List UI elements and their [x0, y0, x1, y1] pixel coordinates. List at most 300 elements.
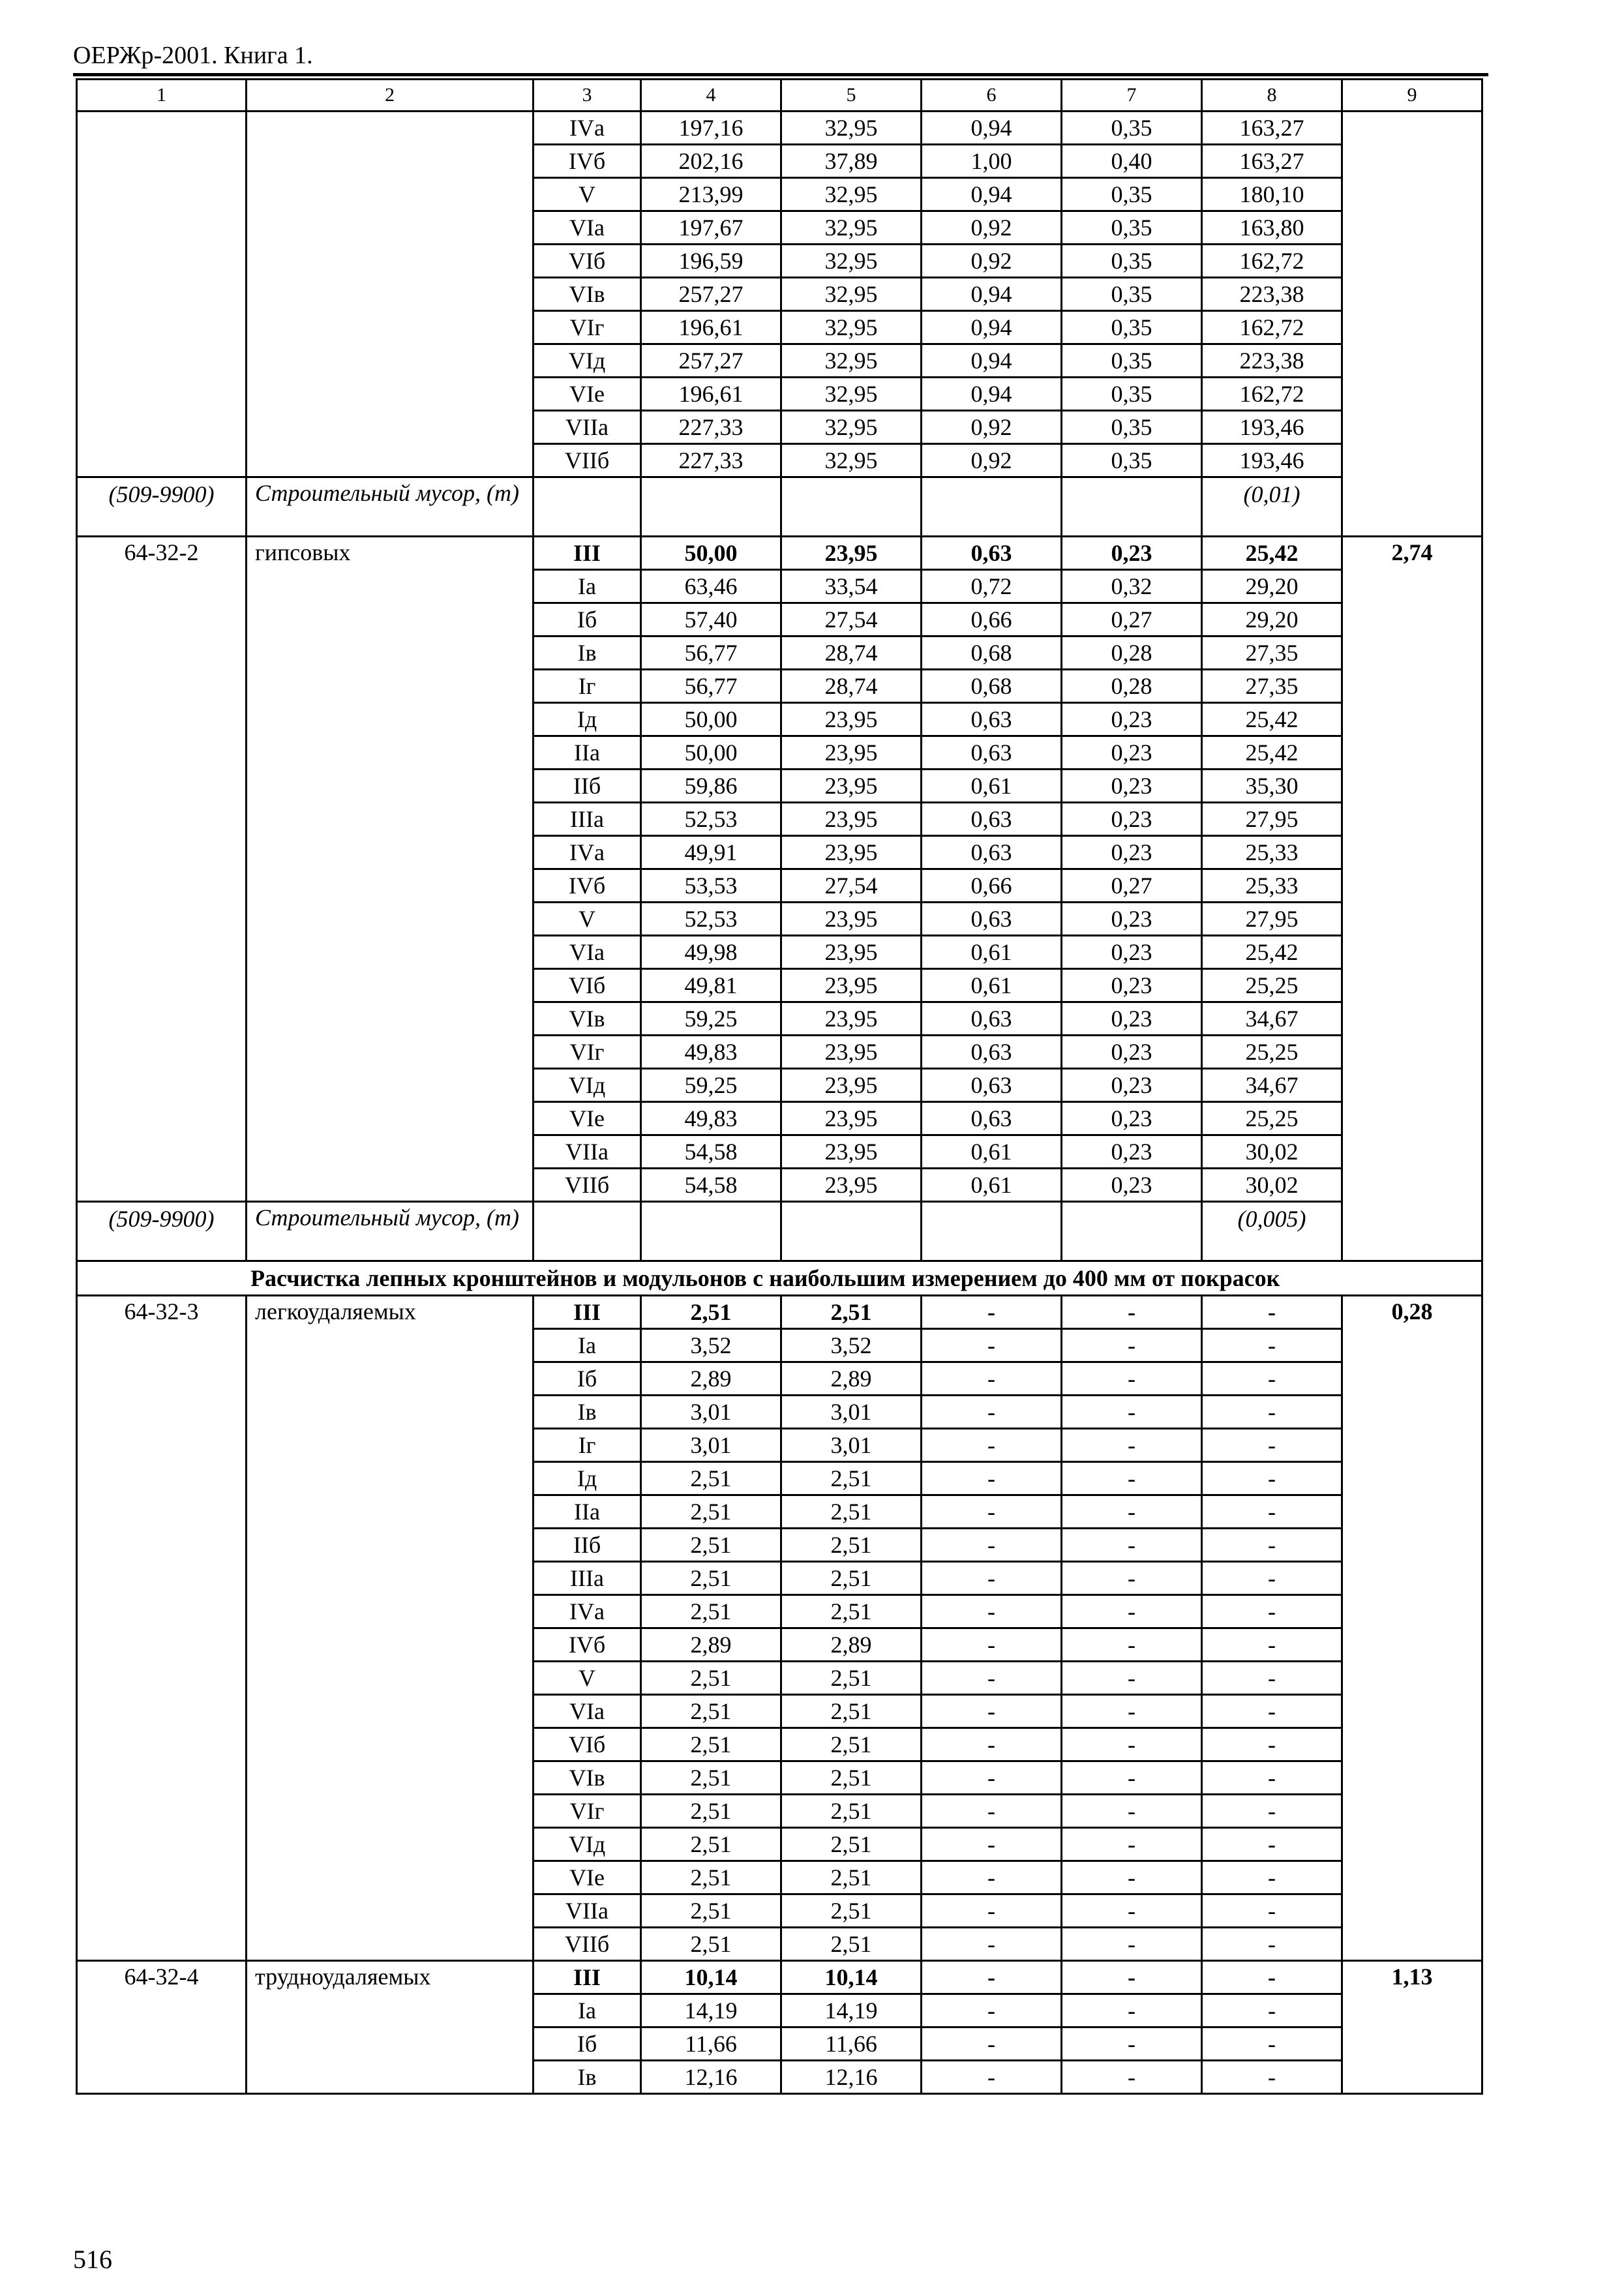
table-cell: - [1062, 1894, 1202, 1928]
table-cell: 59,86 [641, 770, 781, 803]
table-cell: V [534, 1662, 641, 1695]
table-cell: 2,51 [781, 1894, 922, 1928]
table-cell: IIб [534, 770, 641, 803]
table-cell: 32,95 [781, 245, 922, 278]
table-cell: VIг [534, 1036, 641, 1069]
column-number: 2 [247, 80, 534, 112]
table-cell: 0,27 [1062, 603, 1202, 636]
table-cell: - [922, 1462, 1062, 1495]
table-cell: - [1062, 1362, 1202, 1396]
table-cell: - [1202, 1462, 1342, 1495]
table-cell: - [922, 1662, 1062, 1695]
table-cell: VIа [534, 1695, 641, 1728]
table-cell: - [1202, 1928, 1342, 1961]
table-cell: 2,51 [641, 1562, 781, 1595]
table-cell: 25,33 [1202, 836, 1342, 869]
table-cell: 25,25 [1202, 969, 1342, 1002]
empty-cell [922, 1202, 1062, 1261]
table-cell: 162,72 [1202, 311, 1342, 344]
table-cell: 32,95 [781, 378, 922, 411]
table-cell: 25,33 [1202, 869, 1342, 903]
table-cell: 0,23 [1062, 736, 1202, 770]
item-name: трудноудаляемых [247, 1961, 534, 2094]
table-cell: - [1202, 1495, 1342, 1529]
table-cell: 52,53 [641, 803, 781, 836]
table-cell: Iв [534, 1396, 641, 1429]
table-cell: 10,14 [781, 1961, 922, 1994]
table-cell: 63,46 [641, 570, 781, 603]
table-cell: 23,95 [781, 969, 922, 1002]
table-cell: VIб [534, 1728, 641, 1761]
item-code [77, 112, 247, 477]
table-cell: 0,35 [1062, 344, 1202, 378]
table-cell: 57,40 [641, 603, 781, 636]
table-cell: 196,59 [641, 245, 781, 278]
debris-name: Строительный мусор, (т) [247, 477, 534, 537]
table-cell: - [1062, 1961, 1202, 1994]
debris-value: (0,01) [1202, 477, 1342, 537]
table-cell: 25,25 [1202, 1102, 1342, 1135]
table-cell: 193,46 [1202, 444, 1342, 477]
table-cell: 0,35 [1062, 112, 1202, 145]
table-cell: 23,95 [781, 936, 922, 969]
table-cell: 197,67 [641, 211, 781, 245]
table-cell: 2,51 [641, 1828, 781, 1861]
table-cell: 0,63 [922, 703, 1062, 736]
table-cell: - [1202, 2027, 1342, 2061]
item-code: 64-32-2 [77, 537, 247, 1202]
table-cell: 2,51 [781, 1529, 922, 1562]
table-cell: Iа [534, 570, 641, 603]
table-cell: 25,42 [1202, 736, 1342, 770]
table-cell: 213,99 [641, 178, 781, 211]
table-cell: - [922, 1396, 1062, 1429]
table-cell: 257,27 [641, 344, 781, 378]
table-cell: 0,23 [1062, 936, 1202, 969]
empty-cell [922, 477, 1062, 537]
table-cell: VIв [534, 278, 641, 311]
table-cell: 28,74 [781, 670, 922, 703]
table-cell: 27,95 [1202, 903, 1342, 936]
table-cell: - [1202, 1562, 1342, 1595]
table-cell: 0,63 [922, 803, 1062, 836]
table-cell: Iб [534, 2027, 641, 2061]
item-code: 64-32-3 [77, 1296, 247, 1961]
table-cell: 0,66 [922, 603, 1062, 636]
table-cell: VIIа [534, 411, 641, 444]
table-cell: IIб [534, 1529, 641, 1562]
table-cell: 0,92 [922, 411, 1062, 444]
table-cell: - [1202, 2061, 1342, 2094]
table-cell: 32,95 [781, 278, 922, 311]
table-cell: 27,95 [1202, 803, 1342, 836]
table-cell: 2,51 [641, 1861, 781, 1894]
table-cell: 193,46 [1202, 411, 1342, 444]
table-cell: - [1062, 2061, 1202, 2094]
table-cell: 1,00 [922, 145, 1062, 178]
table-cell: 25,42 [1202, 537, 1342, 570]
table-cell: 32,95 [781, 344, 922, 378]
table-cell: - [922, 1362, 1062, 1396]
table-cell: 0,23 [1062, 537, 1202, 570]
table-cell: - [1202, 1728, 1342, 1761]
table-cell: - [1062, 1529, 1202, 1562]
table-cell: 3,52 [641, 1329, 781, 1362]
table-cell: 2,51 [641, 1296, 781, 1329]
table-cell: - [922, 1628, 1062, 1662]
table-cell: VIIб [534, 1169, 641, 1202]
column-number: 8 [1202, 80, 1342, 112]
table-cell: 35,30 [1202, 770, 1342, 803]
table-cell: 0,92 [922, 245, 1062, 278]
table-cell: - [1062, 1994, 1202, 2027]
table-cell: - [1202, 1662, 1342, 1695]
table-cell: 0,63 [922, 903, 1062, 936]
table-cell: 0,23 [1062, 836, 1202, 869]
table-cell: 0,23 [1062, 1102, 1202, 1135]
table-cell: - [922, 1529, 1062, 1562]
table-cell: V [534, 903, 641, 936]
table-cell: 2,51 [641, 1595, 781, 1628]
table-cell: 52,53 [641, 903, 781, 936]
table-cell: 2,51 [641, 1529, 781, 1562]
table-cell: Iд [534, 1462, 641, 1495]
table-cell: 34,67 [1202, 1069, 1342, 1102]
table-cell: 0,63 [922, 1036, 1062, 1069]
table-cell: Iв [534, 636, 641, 670]
table-row [77, 112, 1482, 145]
table-cell: 23,95 [781, 770, 922, 803]
table-cell: IIа [534, 736, 641, 770]
table-cell: VIIб [534, 444, 641, 477]
table-cell: VIд [534, 1828, 641, 1861]
table-cell: VIг [534, 1795, 641, 1828]
table-cell: 162,72 [1202, 245, 1342, 278]
table-cell: 0,23 [1062, 1069, 1202, 1102]
column-number: 6 [922, 80, 1062, 112]
table-cell: - [1062, 1928, 1202, 1961]
table-cell: VIIа [534, 1135, 641, 1169]
table-cell: 0,94 [922, 378, 1062, 411]
table-cell: 3,01 [781, 1396, 922, 1429]
item-total-value: 1,13 [1342, 1961, 1482, 2094]
table-cell: 12,16 [781, 2061, 922, 2094]
table-cell: 2,89 [781, 1628, 922, 1662]
table-cell: 0,23 [1062, 1169, 1202, 1202]
table-cell: 0,63 [922, 836, 1062, 869]
table-cell: IIа [534, 1495, 641, 1529]
table-cell: - [1062, 1662, 1202, 1695]
table-cell: - [1202, 1362, 1342, 1396]
table-cell: 14,19 [641, 1994, 781, 2027]
debris-row [77, 477, 1482, 537]
table-cell: 32,95 [781, 411, 922, 444]
table-cell: 0,27 [1062, 869, 1202, 903]
table-cell: 3,01 [781, 1429, 922, 1462]
table-cell: Iа [534, 1329, 641, 1362]
table-cell: 0,40 [1062, 145, 1202, 178]
table-cell: Iв [534, 2061, 641, 2094]
table-cell: 27,35 [1202, 670, 1342, 703]
table-cell: Iб [534, 603, 641, 636]
table-cell: IVб [534, 145, 641, 178]
table-cell: 2,51 [781, 1861, 922, 1894]
table-cell: - [1202, 1429, 1342, 1462]
table-cell: 49,83 [641, 1102, 781, 1135]
table-cell: 23,95 [781, 1135, 922, 1169]
table-cell: 11,66 [781, 2027, 922, 2061]
table-cell: Iг [534, 670, 641, 703]
table-cell: - [922, 1894, 1062, 1928]
table-cell: V [534, 178, 641, 211]
table-cell: VIа [534, 936, 641, 969]
table-cell: 0,94 [922, 344, 1062, 378]
table-cell: 2,51 [641, 1662, 781, 1695]
table-cell: 0,61 [922, 969, 1062, 1002]
column-number: 9 [1342, 80, 1482, 112]
section-title: Расчистка лепных кронштейнов и модульонов с наибольшим измерением до 400 мм от покрасок [77, 1261, 1482, 1296]
empty-cell [641, 1202, 781, 1261]
table-cell: 2,51 [781, 1595, 922, 1628]
table-cell: 257,27 [641, 278, 781, 311]
table-cell: 0,61 [922, 936, 1062, 969]
table-cell: 2,51 [781, 1928, 922, 1961]
table-cell: 196,61 [641, 378, 781, 411]
table-cell: - [1062, 1296, 1202, 1329]
table-cell: - [922, 2027, 1062, 2061]
table-cell: 180,10 [1202, 178, 1342, 211]
table-cell: 2,51 [781, 1662, 922, 1695]
column-number: 3 [534, 80, 641, 112]
table-cell: 34,67 [1202, 1002, 1342, 1036]
table-cell: - [922, 1329, 1062, 1362]
table-cell: 28,74 [781, 636, 922, 670]
table-cell: 33,54 [781, 570, 922, 603]
table-cell: 2,89 [781, 1362, 922, 1396]
table-cell: - [1062, 1329, 1202, 1362]
table-cell: 49,91 [641, 836, 781, 869]
table-cell: IVа [534, 1595, 641, 1628]
table-cell: - [1062, 1396, 1202, 1429]
table-cell: 50,00 [641, 537, 781, 570]
table-cell: 162,72 [1202, 378, 1342, 411]
empty-cell [781, 1202, 922, 1261]
table-cell: - [1062, 1628, 1202, 1662]
table-cell: 25,42 [1202, 703, 1342, 736]
table-cell: 54,58 [641, 1135, 781, 1169]
table-cell: 0,92 [922, 444, 1062, 477]
table-cell: 2,89 [641, 1628, 781, 1662]
table-cell: 0,35 [1062, 411, 1202, 444]
debris-code: (509-9900) [77, 477, 247, 537]
item-name: легкоудаляемых [247, 1296, 534, 1961]
table-cell: 0,32 [1062, 570, 1202, 603]
table-cell: 163,27 [1202, 145, 1342, 178]
table-cell: 23,95 [781, 1036, 922, 1069]
table-cell: - [1062, 1861, 1202, 1894]
table-cell: 0,94 [922, 178, 1062, 211]
table-cell: 202,16 [641, 145, 781, 178]
item-name: гипсовых [247, 537, 534, 1202]
table-cell: 2,51 [781, 1495, 922, 1529]
table-cell: 0,61 [922, 1135, 1062, 1169]
table-cell: 0,61 [922, 1169, 1062, 1202]
table-cell: 2,51 [781, 1828, 922, 1861]
table-cell: Iб [534, 1362, 641, 1396]
table-cell: Iд [534, 703, 641, 736]
table-cell: 32,95 [781, 311, 922, 344]
table-cell: 2,51 [641, 1462, 781, 1495]
item-total-value: 2,74 [1342, 537, 1482, 1261]
table-cell: 23,95 [781, 1069, 922, 1102]
table-cell: 2,51 [781, 1695, 922, 1728]
table-cell: 27,35 [1202, 636, 1342, 670]
table-cell: 32,95 [781, 444, 922, 477]
empty-cell [534, 477, 641, 537]
table-cell: - [1202, 1861, 1342, 1894]
table-cell: - [922, 1695, 1062, 1728]
table-cell: 0,94 [922, 112, 1062, 145]
table-cell: 30,02 [1202, 1135, 1342, 1169]
table-cell: 23,95 [781, 903, 922, 936]
table-cell: - [922, 1728, 1062, 1761]
item-total-value: 0,28 [1342, 1296, 1482, 1961]
table-cell: 163,27 [1202, 112, 1342, 145]
table-cell: 0,68 [922, 670, 1062, 703]
table-cell: 59,25 [641, 1002, 781, 1036]
table-cell: IVб [534, 869, 641, 903]
column-number-row [77, 80, 1482, 112]
table-cell: 0,35 [1062, 178, 1202, 211]
table-cell: 0,28 [1062, 636, 1202, 670]
table-cell: 2,89 [641, 1362, 781, 1396]
table-cell: - [922, 1495, 1062, 1529]
table-cell: - [922, 1795, 1062, 1828]
table-cell: 25,42 [1202, 936, 1342, 969]
table-cell: - [1202, 1329, 1342, 1362]
table-cell: 49,98 [641, 936, 781, 969]
table-cell: - [922, 1761, 1062, 1795]
table-cell: 2,51 [781, 1728, 922, 1761]
table-cell: - [1062, 2027, 1202, 2061]
table-cell: 0,28 [1062, 670, 1202, 703]
table-cell: 23,95 [781, 803, 922, 836]
table-cell: 163,80 [1202, 211, 1342, 245]
table-cell: 0,23 [1062, 703, 1202, 736]
table-cell: 2,51 [641, 1761, 781, 1795]
table-cell: 3,52 [781, 1329, 922, 1362]
table-cell: 10,14 [641, 1961, 781, 1994]
table-cell: - [922, 1595, 1062, 1628]
debris-value: (0,005) [1202, 1202, 1342, 1261]
section-title-row [77, 1261, 1482, 1296]
table-cell: 37,89 [781, 145, 922, 178]
table-cell: 23,95 [781, 537, 922, 570]
column-number: 5 [781, 80, 922, 112]
table-cell: 0,92 [922, 211, 1062, 245]
table-cell: 23,95 [781, 736, 922, 770]
table-cell: VIIб [534, 1928, 641, 1961]
table-cell: 0,63 [922, 736, 1062, 770]
table-cell: III [534, 1296, 641, 1329]
empty-cell [534, 1202, 641, 1261]
table-cell: - [1062, 1761, 1202, 1795]
table-cell: - [1202, 1828, 1342, 1861]
table-cell: VIв [534, 1761, 641, 1795]
table-cell: 50,00 [641, 736, 781, 770]
header-rule [73, 73, 1488, 76]
column-number: 4 [641, 80, 781, 112]
table-cell: 59,25 [641, 1069, 781, 1102]
table-cell: 23,95 [781, 836, 922, 869]
table-cell: - [1062, 1595, 1202, 1628]
table-cell: 23,95 [781, 1102, 922, 1135]
table-cell: 2,51 [641, 1795, 781, 1828]
table-cell: - [1062, 1695, 1202, 1728]
table-cell: - [922, 1296, 1062, 1329]
table-cell: IVа [534, 836, 641, 869]
table-cell: IVа [534, 112, 641, 145]
table-cell: - [1202, 1961, 1342, 1994]
page-number: 516 [73, 2245, 112, 2274]
table-cell: 30,02 [1202, 1169, 1342, 1202]
table-cell: VIIа [534, 1894, 641, 1928]
table-cell: VIв [534, 1002, 641, 1036]
table-cell: 3,01 [641, 1396, 781, 1429]
table-cell: 0,23 [1062, 1002, 1202, 1036]
table-cell: - [922, 1429, 1062, 1462]
table-cell: 29,20 [1202, 603, 1342, 636]
item-total-value [1342, 112, 1482, 537]
table-cell: - [922, 1861, 1062, 1894]
empty-cell [1062, 1202, 1202, 1261]
table-cell: 0,66 [922, 869, 1062, 903]
table-cell: 0,35 [1062, 278, 1202, 311]
table-cell: 0,35 [1062, 378, 1202, 411]
table-cell: 32,95 [781, 178, 922, 211]
table-cell: 0,23 [1062, 1036, 1202, 1069]
table-cell: 0,94 [922, 278, 1062, 311]
debris-name: Строительный мусор, (т) [247, 1202, 534, 1261]
table-cell: IIIа [534, 1562, 641, 1595]
table-cell: 23,95 [781, 703, 922, 736]
table-cell: - [922, 1928, 1062, 1961]
table-cell: 11,66 [641, 2027, 781, 2061]
table-cell: 27,54 [781, 869, 922, 903]
table-cell: - [1202, 1994, 1342, 2027]
table-cell: 0,35 [1062, 211, 1202, 245]
table-cell: 25,25 [1202, 1036, 1342, 1069]
table-cell: VIб [534, 245, 641, 278]
table-cell: - [922, 1562, 1062, 1595]
table-cell: - [1062, 1462, 1202, 1495]
table-cell: 227,33 [641, 411, 781, 444]
table-cell: 49,81 [641, 969, 781, 1002]
table-cell: VIе [534, 1102, 641, 1135]
empty-cell [1062, 477, 1202, 537]
table-cell: 0,23 [1062, 903, 1202, 936]
table-body [77, 80, 1482, 2094]
table-cell: 50,00 [641, 703, 781, 736]
table-cell: 223,38 [1202, 278, 1342, 311]
table-cell: III [534, 1961, 641, 1994]
table-cell: 0,35 [1062, 311, 1202, 344]
table-cell: VIб [534, 969, 641, 1002]
table-cell: VIе [534, 378, 641, 411]
column-number: 1 [77, 80, 247, 112]
table-cell: - [1062, 1562, 1202, 1595]
table-cell: 0,35 [1062, 444, 1202, 477]
